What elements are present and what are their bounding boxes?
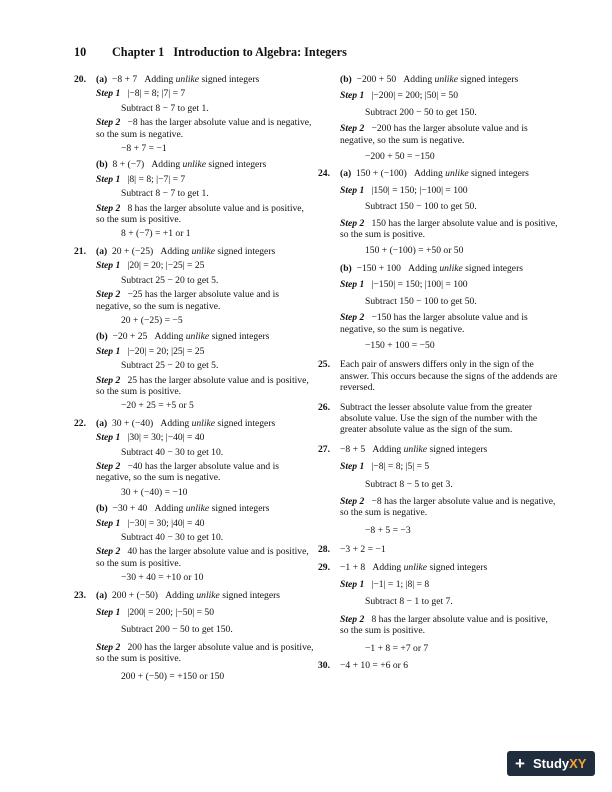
result: 20 + (−25) = −5 <box>121 314 183 326</box>
part-label: (a) <box>96 245 108 257</box>
result: −150 + 100 = −50 <box>365 339 435 351</box>
expression: 20 + (−25) <box>111 245 154 257</box>
step-text: 8 has the larger absolute value and is positive, so the sum is positive. <box>340 613 548 637</box>
step-label: Step 2 <box>96 460 121 472</box>
step-label: Step 1 <box>96 517 121 529</box>
step-label: Step 2 <box>96 374 121 386</box>
page-number: 10 <box>74 45 87 59</box>
expression: −150 + 100 <box>356 262 401 274</box>
step-label: Step 2 <box>96 202 121 214</box>
step-text: Subtract 150 − 100 to get 50. <box>365 295 477 307</box>
step-text: |−30| = 30; |40| = 40 <box>127 517 205 529</box>
problem-25 <box>318 359 558 393</box>
problem-28 <box>318 544 558 555</box>
step-text: Subtract 200 − 50 to get 150. <box>121 624 233 636</box>
part-label: (b) <box>96 503 108 515</box>
step-label: Step 2 <box>340 123 365 135</box>
step-text: Subtract 8 − 5 to get 3. <box>365 478 453 490</box>
description: Adding unlike signed integers <box>403 74 519 85</box>
part-label: (b) <box>340 262 352 274</box>
step-text: 200 has the larger absolute value and is positive, so the sum is positive. <box>96 641 314 665</box>
expression: −200 + 50 <box>356 74 397 85</box>
description: Adding unlike signed integers <box>413 168 529 180</box>
step-text: |20| = 20; |−25| = 25 <box>127 260 205 272</box>
part-label: (a) <box>96 589 108 601</box>
expression: −8 + 7 <box>111 74 138 85</box>
step-text: 25 has the larger absolute value and is positive, so the sum is positive. <box>96 374 309 397</box>
step-text: 150 has the larger absolute value and is positive, so the sum is positive. <box>340 217 558 241</box>
expression: −1 + 8 <box>340 561 366 573</box>
plus-icon: + <box>515 754 525 773</box>
problem-29 <box>318 562 558 654</box>
problem-number: 26. <box>318 401 330 413</box>
result: 200 + (−50) = +150 or 150 <box>121 670 225 682</box>
result: −20 + 25 = +5 or 5 <box>121 400 194 412</box>
step-label: Step 1 <box>96 260 121 272</box>
step-text: −40 has the larger absolute value and is negative, so the sum is negative. <box>96 460 279 484</box>
step-text: |200| = 200; |−50| = 50 <box>127 607 215 619</box>
brand-main: Study <box>533 756 570 771</box>
description: Adding unlike signed integers <box>160 417 276 429</box>
description: Adding unlike signed integers <box>154 503 270 515</box>
description: Adding unlike signed integers <box>408 262 523 274</box>
expression: −20 + 25 <box>112 331 148 343</box>
step-text: −25 has the larger absolute value and is negative, so the sum is negative. <box>96 289 279 312</box>
step-text: Subtract 8 − 7 to get 1. <box>121 188 209 200</box>
step-text: |8| = 8; |−7| = 7 <box>127 173 186 185</box>
step-text: −200 has the larger absolute value and is negative, so the sum is negative. <box>340 123 528 146</box>
step-label: Step 2 <box>340 217 365 229</box>
step-text: |−150| = 150; |100| = 100 <box>371 279 468 291</box>
step-label: Step 1 <box>340 184 365 196</box>
step-text: −8 has the larger absolute value and is negative, so the sum is negative. <box>340 495 556 519</box>
step-text: Subtract 40 − 30 to get 10. <box>121 446 224 458</box>
step-label: Step 2 <box>96 117 121 129</box>
problem-23-b <box>318 74 558 162</box>
step-label: Step 2 <box>340 495 365 507</box>
problem-22 <box>74 418 314 584</box>
expression: −8 + 5 <box>340 443 366 455</box>
problem-number: 28. <box>318 544 330 556</box>
problem-number: 24. <box>318 168 330 180</box>
step-label: Step 1 <box>340 461 365 473</box>
step-text: Subtract 8 − 7 to get 1. <box>121 102 209 114</box>
description: Adding unlike signed integers <box>372 561 488 573</box>
problem-21 <box>74 246 314 412</box>
problem-number: 22. <box>74 417 86 429</box>
step-label: Step 1 <box>96 173 121 185</box>
step-label: Step 1 <box>96 88 121 100</box>
step-text: |−200| = 200; |50| = 50 <box>371 90 459 102</box>
problem-number: 29. <box>318 561 330 573</box>
result: 8 + (−7) = +1 or 1 <box>121 228 191 240</box>
result: −8 + 7 = −1 <box>121 143 167 155</box>
part-label: (a) <box>96 417 108 429</box>
chapter-title: Introduction to Algebra: Integers <box>173 45 347 59</box>
step-label: Step 2 <box>96 289 121 301</box>
result: 30 + (−40) = −10 <box>121 486 188 498</box>
step-text: Subtract 200 − 50 to get 150. <box>365 106 477 118</box>
answer-text: Subtract the lesser absolute value from the greater absolute value. Use the sign of the number with the greater absolute value as the sign of the sum. <box>340 401 538 436</box>
answer-text: −4 + 10 = +6 or 6 <box>340 660 409 672</box>
page-header <box>74 45 347 60</box>
step-text: |−1| = 1; |8| = 8 <box>371 579 430 590</box>
step-text: Subtract 150 − 100 to get 50. <box>365 201 477 213</box>
step-label: Step 2 <box>96 641 121 653</box>
description: Adding unlike signed integers <box>372 443 488 455</box>
step-text: |30| = 30; |−40| = 40 <box>127 432 205 444</box>
part-label: (b) <box>340 74 352 85</box>
step-text: |−20| = 20; |25| = 25 <box>127 345 205 357</box>
problem-number: 20. <box>74 74 86 85</box>
step-text: −8 has the larger absolute value and is negative, so the sum is negative. <box>96 117 312 140</box>
result: −30 + 40 = +10 or 10 <box>121 572 204 584</box>
problem-23 <box>74 590 314 682</box>
step-label: Step 1 <box>340 579 365 590</box>
brand-logo-text <box>533 751 586 776</box>
problem-number: 23. <box>74 589 86 601</box>
chapter-label: Chapter 1 <box>112 45 165 59</box>
result: −1 + 8 = +7 or 7 <box>365 642 429 654</box>
step-label: Step 1 <box>96 432 121 444</box>
step-text: Subtract 25 − 20 to get 5. <box>121 274 219 286</box>
step-label: Step 1 <box>96 607 121 619</box>
problem-20 <box>74 74 314 240</box>
problem-27 <box>318 444 558 536</box>
part-label: (b) <box>96 159 108 171</box>
step-text: Subtract 25 − 20 to get 5. <box>121 360 219 372</box>
step-text: Subtract 8 − 1 to get 7. <box>365 596 453 608</box>
step-text: |−8| = 8; |7| = 7 <box>127 88 186 100</box>
problem-number: 25. <box>318 359 330 371</box>
problem-26 <box>318 402 558 436</box>
step-text: |−8| = 8; |5| = 5 <box>371 461 430 473</box>
problem-30 <box>318 660 558 671</box>
description: Adding unlike signed integers <box>151 159 267 171</box>
left-column <box>74 74 314 682</box>
expression: 150 + (−100) <box>355 168 407 180</box>
expression: 200 + (−50) <box>111 589 158 601</box>
step-text: |150| = 150; |−100| = 100 <box>371 184 468 196</box>
problem-number: 30. <box>318 660 330 672</box>
brand-accent: XY <box>569 756 587 771</box>
step-text: Subtract 40 − 30 to get 10. <box>121 532 224 543</box>
description: Adding unlike signed integers <box>154 331 270 343</box>
problem-number: 27. <box>318 443 330 455</box>
part-label: (a) <box>96 74 108 85</box>
step-text: −150 has the larger absolute value and is negative, so the sum is negative. <box>340 312 528 335</box>
problem-number: 21. <box>74 245 86 257</box>
part-label: (a) <box>340 168 352 180</box>
result: −8 + 5 = −3 <box>365 524 411 536</box>
step-text: 8 has the larger absolute value and is positive, so the sum is positive. <box>96 202 304 226</box>
step-text: 40 has the larger absolute value and is positive, so the sum is positive. <box>96 546 309 569</box>
part-label: (b) <box>96 331 108 343</box>
answer-text: Each pair of answers differs only in the sign of the answer. This occurs because the signs of the addends are reversed. <box>340 359 558 394</box>
right-column <box>318 74 558 671</box>
answer-text: −3 + 2 = −1 <box>340 544 386 556</box>
step-label: Step 2 <box>96 546 121 558</box>
step-label: Step 2 <box>340 613 365 625</box>
result: 150 + (−100) = +50 or 50 <box>365 245 464 257</box>
step-label: Step 1 <box>340 90 365 102</box>
expression: 30 + (−40) <box>111 417 154 429</box>
expression: −30 + 40 <box>112 503 148 515</box>
step-label: Step 2 <box>340 312 365 324</box>
result: −200 + 50 = −150 <box>365 151 435 163</box>
studyxy-badge[interactable] <box>507 751 595 776</box>
description: Adding unlike signed integers <box>144 74 260 85</box>
problem-24 <box>318 168 558 351</box>
step-label: Step 1 <box>96 345 121 357</box>
step-label: Step 1 <box>340 279 365 291</box>
description: Adding unlike signed integers <box>165 589 281 601</box>
description: Adding unlike signed integers <box>160 245 276 257</box>
expression: 8 + (−7) <box>112 159 145 171</box>
